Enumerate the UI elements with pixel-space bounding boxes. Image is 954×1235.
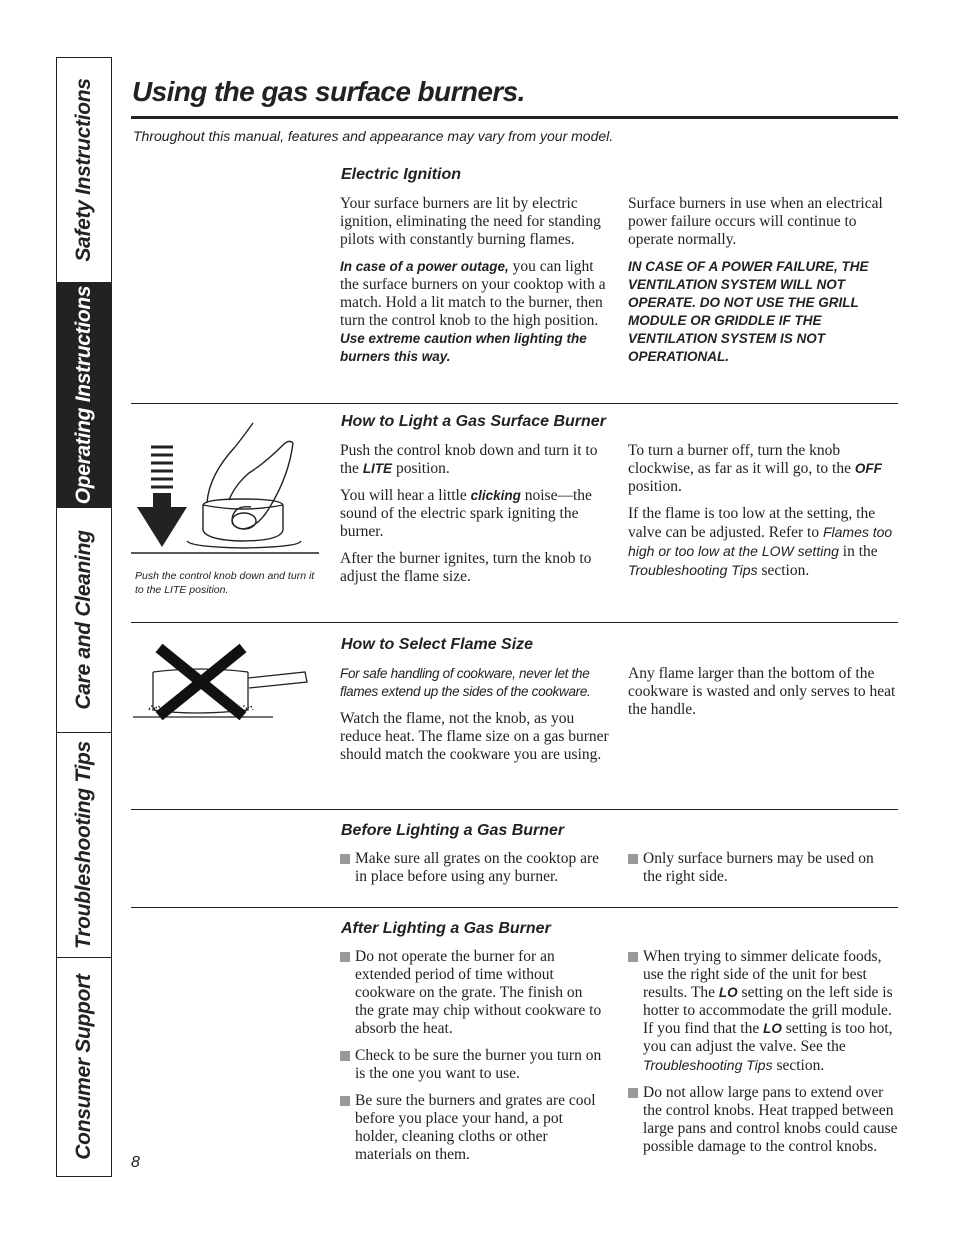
heading-flame-size: How to Select Flame Size (341, 636, 534, 653)
wasted-flame-paragraph: Any flame larger than the bottom of the cookware is wasted and only serves to heat the handle. (628, 665, 896, 718)
bullet-square-icon (628, 854, 638, 864)
bullet-square-icon (340, 1051, 350, 1061)
title-rule (131, 116, 898, 119)
section-divider (131, 907, 898, 908)
page-subtitle: Throughout this manual, features and appearance may vary from your model. (133, 128, 614, 144)
electric-ignition-paragraph: Your surface burners are lit by electric ignition, eliminating the need for standing pilots with constantly burning flames. (340, 195, 601, 248)
list-item: Be sure the burners and grates are cool before you place your hand, a pot holder, cleaning cloths or other materials on them. (340, 1092, 602, 1164)
turn-off-paragraph: To turn a burner off, turn the knob clockwise, as far as it will go, to the OFF position. (628, 442, 882, 495)
flame-size-right-column (628, 665, 900, 728)
clicking-paragraph: You will hear a little clicking noise—the sound of the electric spark igniting the burner. (340, 487, 592, 540)
after-lighting-right-column (628, 948, 900, 1165)
heading-light-burner: How to Light a Gas Surface Burner (341, 413, 606, 430)
bullet-square-icon (340, 1096, 350, 1106)
push-knob-paragraph: Push the control knob down and turn it to the LITE position. (340, 442, 598, 477)
bullet-square-icon (340, 854, 350, 864)
list-item: Only surface burners may be used on the right side. (628, 850, 893, 886)
watch-flame-paragraph: Watch the flame, not the knob, as you reduce heat. The flame size on a gas burner should match the cookware you are using. (340, 710, 609, 763)
heading-electric-ignition: Electric Ignition (341, 166, 462, 183)
before-lighting-right-column (628, 850, 893, 895)
knob-push-illustration (131, 415, 321, 560)
tab-safety-instructions[interactable]: Safety Instructions (57, 58, 111, 283)
electric-ignition-left-column (340, 195, 612, 375)
before-lighting-left-column (340, 850, 602, 895)
light-burner-right-column (628, 442, 900, 589)
heading-after-lighting: After Lighting a Gas Burner (341, 920, 551, 937)
ventilation-warning: IN CASE OF A POWER FAILURE, THE VENTILATION SYSTEM WILL NOT OPERATE. DO NOT USE THE GRILL MODULE OR GRIDDLE IF THE VENTILATION SYSTEM IS NOT OPERATIONAL. (628, 259, 869, 364)
electric-ignition-right-column (628, 195, 898, 375)
page-title: Using the gas surface burners. (132, 76, 525, 107)
bullet-square-icon (340, 952, 350, 962)
adjust-flame-paragraph: After the burner ignites, turn the knob to adjust the flame size. (340, 550, 592, 585)
after-lighting-left-column (340, 948, 602, 1173)
tab-operating-instructions[interactable]: Operating Instructions (57, 283, 111, 508)
tab-consumer-support[interactable]: Consumer Support (72, 974, 95, 1160)
list-item: When trying to simmer delicate foods, use the right side of the unit for best results. The LO setting on the left side is hotter to accommodate the grill module. If you find that the LO setting is too hot, you can adjust the valve. See the Troubleshooting Tips section. (628, 948, 900, 1075)
light-burner-left-column (340, 442, 612, 595)
section-tabs (56, 57, 112, 1177)
heading-before-lighting: Before Lighting a Gas Burner (341, 822, 565, 839)
power-failure-paragraph: Surface burners in use when an electrical power failure occurs will continue to operate normally. (628, 195, 883, 248)
bullet-square-icon (628, 952, 638, 962)
flame-size-left-column (340, 665, 612, 773)
section-divider (131, 622, 898, 623)
tab-troubleshooting-tips[interactable]: Troubleshooting Tips (57, 733, 111, 958)
illustration-caption: Push the control knob down and turn it to the LITE position. (135, 570, 315, 596)
list-item: Do not operate the burner for an extended period of time without cookware on the grate. The finish on the grate may chip without cookware to absorb the heat. (340, 948, 602, 1038)
tab-care-and-cleaning[interactable]: Care and Cleaning (57, 508, 111, 733)
list-item: Do not allow large pans to extend over the control knobs. Heat trapped between large pans and control knobs could cause possible damage to the control knobs. (628, 1084, 900, 1156)
list-item: Make sure all grates on the cooktop are in place before using any burner. (340, 850, 602, 886)
cookware-safety-note: For safe handling of cookware, never let the flames extend up the sides of the cookware. (340, 666, 591, 699)
valve-adjust-paragraph: If the flame is too low at the setting, the valve can be adjusted. Refer to Flames too high or too low at the LOW setting in the Troubleshooting Tips section. (628, 505, 893, 579)
section-divider (131, 809, 898, 810)
page-number: 8 (131, 1154, 140, 1171)
power-outage-paragraph: In case of a power outage, you can light the surface burners on your cooktop with a match. Hold a lit match to the burner, then turn the control knob to the high position. Use extreme caution when lighting the burners this way. (340, 258, 606, 364)
crossed-pan-illustration (133, 640, 313, 720)
bullet-square-icon (628, 1088, 638, 1098)
section-divider (131, 403, 898, 404)
list-item: Check to be sure the burner you turn on is the one you want to use. (340, 1047, 602, 1083)
